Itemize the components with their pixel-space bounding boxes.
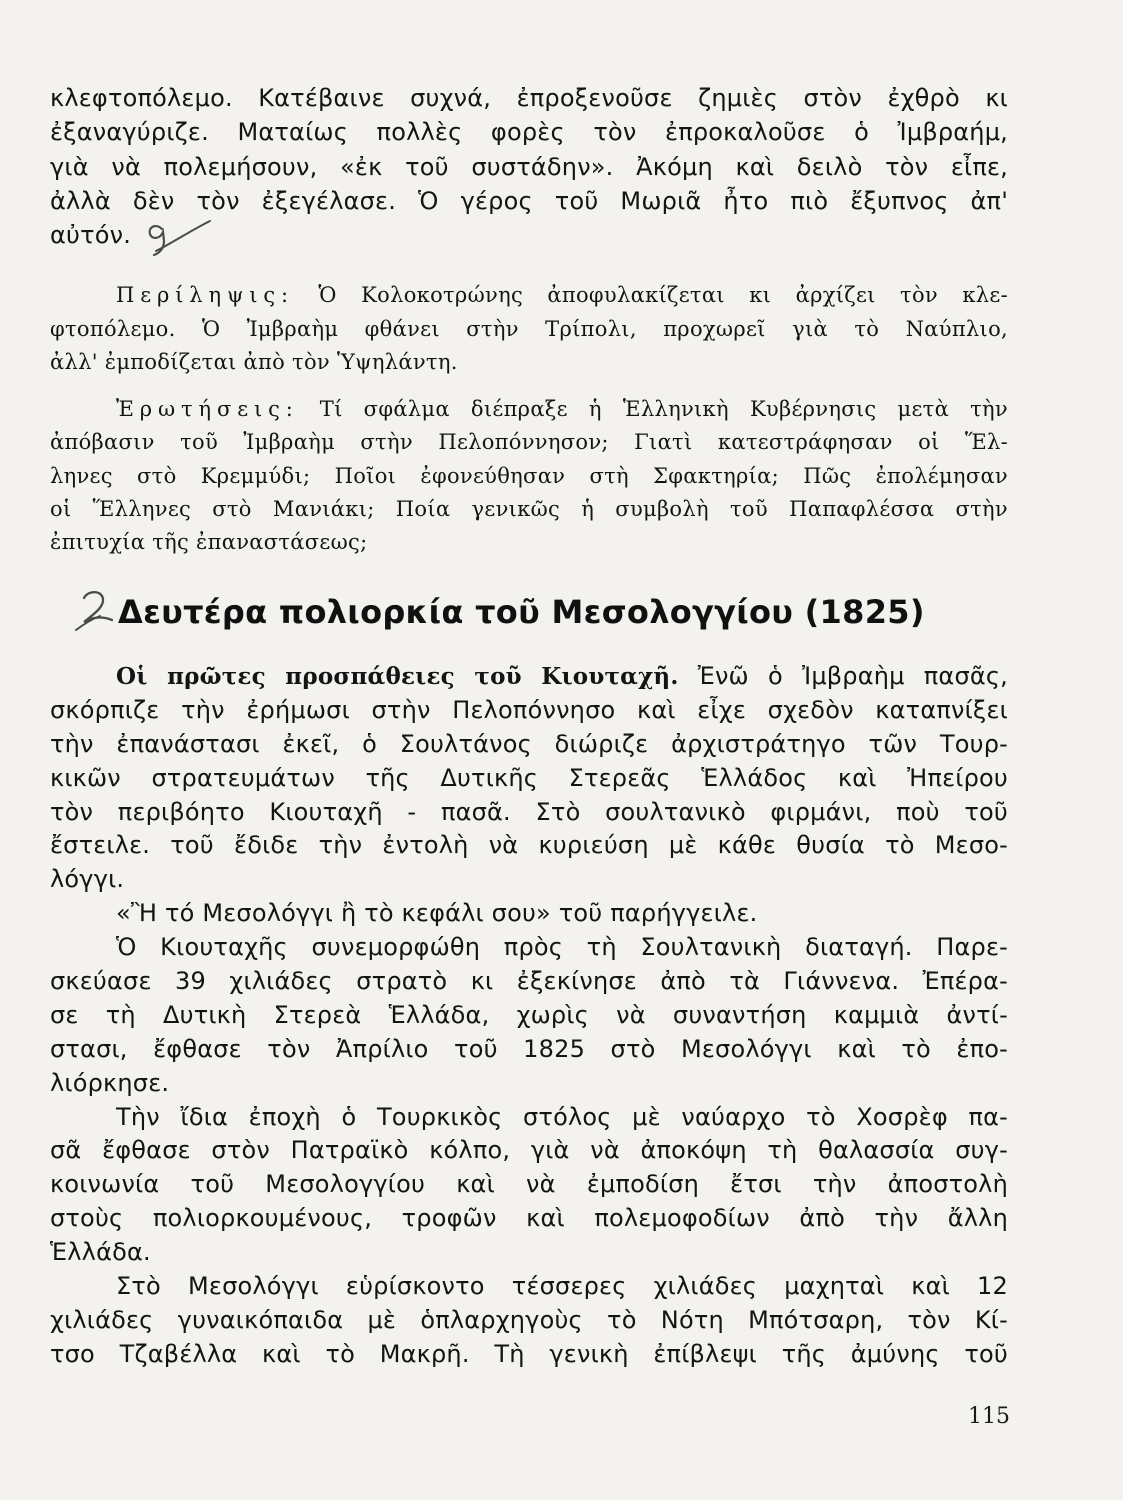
text-line: φτοπόλεμο. Ὁ Ἰμβραὴμ φθάνει στὴν Τρίπολι, προχωρεῖ γιὰ τὸ Ναύπλιο, (50, 316, 1008, 341)
text-line: σκόρπιζε τὴν ἐρήμωσι στὴν Πελοπόννησο καὶ εἶχε σχεδὸν καταπνίξει (50, 695, 1008, 724)
page-number: 115 (968, 1404, 1010, 1429)
summary-paragraph (50, 279, 1008, 380)
text-line: κλεφτοπόλεμο. Κατέβαινε συχνά, ἐπροξενοῦσε ζημιὲς στὸν ἐχθρὸ κι (50, 84, 1008, 112)
text-line: λόγγι. (50, 865, 125, 894)
text-line: ἔστειλε. τοῦ ἔδιδε τὴν ἐντολὴ νὰ κυριεύση μὲ κάθε θυσία τὸ Μεσο- (50, 831, 1008, 860)
text-line-content: Ἐνῶ ὁ Ἰμβραὴμ πασᾶς, (697, 662, 1008, 690)
text-line: ληνες στὸ Κρεμμύδι; Ποῖοι ἐφονεύθησαν στὴ Σφακτηρία; Πῶς ἐπολέμησαν (50, 463, 1008, 488)
text-line: κικῶν στρατευμάτων τῆς Δυτικῆς Στερεᾶς Ἑλλάδος καὶ Ἠπείρου (50, 763, 1008, 792)
text-line: Στὸ Μεσολόγγι εὑρίσκοντο τέσσερες χιλιάδες μαχηταὶ καὶ 12 (116, 1272, 1008, 1301)
text-line: Τὴν ἴδια ἐποχὴ ὁ Τουρκικὸς στόλος μὲ ναύαρχο τὸ Χοσρὲφ πα- (116, 1102, 1008, 1131)
text-line: Ἑλλάδα. (50, 1238, 151, 1267)
text-line (50, 279, 1008, 313)
text-line (50, 660, 1008, 694)
text-line: στασι, ἔφθασε τὸν Ἀπρίλιο τοῦ 1825 στὸ Μεσολόγγι καὶ τὸ ἐπο- (50, 1034, 1008, 1063)
handwritten-mark-icon (70, 586, 120, 634)
text-line-content: Ὁ Κολοκοτρώνης ἀποφυλακίζεται κι ἀρχίζει τὸν κλε- (318, 283, 1008, 307)
intro-paragraph (50, 81, 1008, 252)
section-heading: Δευτέρα πολιορκία τοῦ Μεσολογγίου (1825) (118, 593, 925, 631)
text-line: οἱ Ἕλληνες στὸ Μανιάκι; Ποία γενικῶς ἡ συμβολὴ τοῦ Παπαφλέσσα στὴν (50, 496, 1008, 521)
text-line: κοινωνία τοῦ Μεσολογγίου καὶ νὰ ἐμποδίση ἔτσι τὴν ἀποστολὴ (50, 1170, 1008, 1199)
text-line: ἀλλὰ δὲν τὸν ἐξεγέλασε. Ὁ γέρος τοῦ Μωριᾶ ἦτο πιὸ ἔξυπνος ἀπ' (50, 186, 1008, 215)
questions-paragraph (50, 393, 1008, 559)
text-line: χιλιάδες γυναικόπαιδα μὲ ὁπλαρχηγοὺς τὸ Νότη Μπότσαρη, τὸν Κί- (50, 1305, 1008, 1334)
text-line: στοὺς πολιορκουμένους, τροφῶν καὶ πολεμοφοδίων ἀπὸ τὴν ἄλλη (50, 1204, 1008, 1233)
summary-label: Περίληψις: (116, 283, 295, 307)
text-line: λιόρκησε. (50, 1068, 170, 1097)
text-line: τὴν ἐπανάστασι ἐκεῖ, ὁ Σουλτάνος διώριζε ἀρχιστράτηγο τῶν Τουρ- (50, 729, 1008, 758)
text-line: «Ἢ τό Μεσολόγγι ἢ τὸ κεφάλι σου» τοῦ παρήγγειλε. (116, 899, 758, 928)
handwritten-mark-icon (142, 215, 214, 259)
text-line: γιὰ νὰ πολεμήσουν, «ἐκ τοῦ συστάδην». Ἀκόμη καὶ δειλὸ τὸν εἶπε, (50, 152, 1008, 181)
text-line: τὸν περιβόητο Κιουταχῆ - πασᾶ. Στὸ σουλτανικὸ φιρμάνι, ποὺ τοῦ (50, 797, 1008, 826)
text-line: σε τὴ Δυτικὴ Στερεὰ Ἑλλάδα, χωρὶς νὰ συναντήση καμμιὰ ἀντί- (50, 1000, 1008, 1029)
subheading: Οἱ πρῶτες προσπάθειες τοῦ Κιουταχῆ. (116, 663, 679, 690)
text-line: τσο Τζαβέλλα καὶ τὸ Μακρῆ. Τὴ γενικὴ ἐπίβλεψι τῆς ἀμύνης τοῦ (50, 1339, 1008, 1368)
text-line: ἐξαναγύριζε. Ματαίως πολλὲς φορὲς τὸν ἐπροκαλοῦσε ὁ Ἰμβραήμ, (50, 118, 1008, 147)
text-line-content: αὐτόν. (50, 221, 132, 249)
text-line: ἀπόβασιν τοῦ Ἰμβραὴμ στὴν Πελοπόννησον; Γιατὶ κατεστράφησαν οἱ Ἕλ- (50, 430, 1008, 455)
text-line (50, 393, 1008, 426)
text-line: ἐπιτυχία τῆς ἐπαναστάσεως; (50, 530, 368, 555)
text-line: σκεύασε 39 χιλιάδες στρατὸ κι ἐξεκίνησε ἀπὸ τὰ Γιάννενα. Ἐπέρα- (50, 967, 1008, 996)
questions-label: Ἐρωτήσεις: (116, 397, 299, 421)
text-line-content: Τί σφάλμα διέπραξε ἡ Ἑλληνικὴ Κυβέρνησις μετὰ τὴν (319, 397, 1008, 421)
text-line: σᾶ ἔφθασε στὸν Πατραϊκὸ κόλπο, γιὰ νὰ ἀποκόψη τὴ θαλασσία συγ- (50, 1136, 1008, 1165)
text-line: Ὁ Κιουταχῆς συνεμορφώθη πρὸς τὴ Σουλτανικὴ διαταγή. Παρε- (116, 933, 1008, 962)
section-body (50, 660, 1008, 1372)
text-line: ἀλλ' ἐμποδίζεται ἀπὸ τὸν Ὑψηλάντη. (50, 350, 458, 374)
